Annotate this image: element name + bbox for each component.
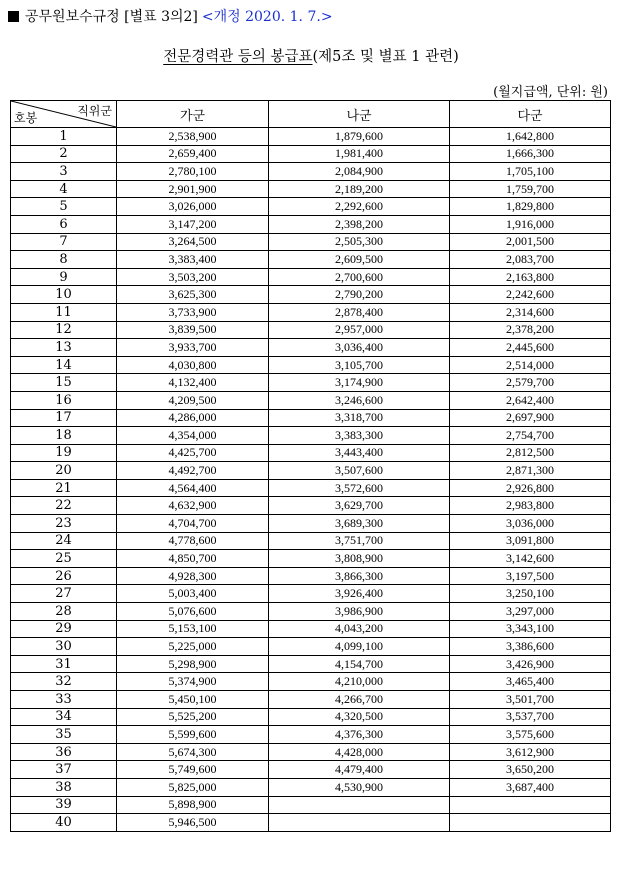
table-row — [11, 603, 611, 621]
table-row — [11, 444, 611, 462]
grade-na-cell: 3,036,400 — [269, 339, 450, 357]
hobong-cell: 4 — [11, 180, 117, 198]
grade-da-cell: 2,242,600 — [450, 286, 611, 304]
hobong-cell: 31 — [11, 655, 117, 673]
table-row — [11, 515, 611, 533]
hobong-cell: 18 — [11, 427, 117, 445]
hobong-cell: 38 — [11, 778, 117, 796]
hobong-cell: 12 — [11, 321, 117, 339]
grade-na-cell: 3,174,900 — [269, 374, 450, 392]
column-header: 가군 — [117, 101, 269, 128]
table-row — [11, 180, 611, 198]
hobong-cell: 10 — [11, 286, 117, 304]
unit-note: (월지급액, 단위: 원) — [493, 85, 608, 100]
grade-ga-cell: 4,286,000 — [117, 409, 269, 427]
grade-ga-cell: 5,674,300 — [117, 743, 269, 761]
hobong-cell: 6 — [11, 215, 117, 233]
hobong-cell: 40 — [11, 814, 117, 832]
grade-ga-cell: 4,850,700 — [117, 550, 269, 568]
table-row — [11, 620, 611, 638]
grade-ga-cell: 5,825,000 — [117, 778, 269, 796]
grade-da-cell — [450, 814, 611, 832]
hobong-cell: 36 — [11, 743, 117, 761]
table-row — [11, 796, 611, 814]
hobong-cell: 19 — [11, 444, 117, 462]
grade-da-cell: 2,314,600 — [450, 303, 611, 321]
hobong-cell: 23 — [11, 515, 117, 533]
grade-da-cell: 3,650,200 — [450, 761, 611, 779]
grade-ga-cell: 3,839,500 — [117, 321, 269, 339]
grade-na-cell: 2,398,200 — [269, 215, 450, 233]
hobong-cell: 2 — [11, 145, 117, 163]
grade-na-cell: 3,808,900 — [269, 550, 450, 568]
grade-da-cell: 3,197,500 — [450, 567, 611, 585]
grade-da-cell: 3,612,900 — [450, 743, 611, 761]
table-row — [11, 215, 611, 233]
table-row — [11, 462, 611, 480]
grade-na-cell: 3,572,600 — [269, 479, 450, 497]
grade-ga-cell: 4,704,700 — [117, 515, 269, 533]
grade-na-cell: 3,318,700 — [269, 409, 450, 427]
hobong-cell: 17 — [11, 409, 117, 427]
grade-da-cell: 3,250,100 — [450, 585, 611, 603]
grade-ga-cell: 2,780,100 — [117, 163, 269, 181]
grade-da-cell: 3,465,400 — [450, 673, 611, 691]
grade-na-cell: 4,530,900 — [269, 778, 450, 796]
grade-da-cell — [450, 796, 611, 814]
table-row — [11, 339, 611, 357]
grade-ga-cell: 5,599,600 — [117, 726, 269, 744]
grade-na-cell: 3,689,300 — [269, 515, 450, 533]
table-row — [11, 303, 611, 321]
hobong-cell: 30 — [11, 638, 117, 656]
grade-na-cell: 3,629,700 — [269, 497, 450, 515]
grade-na-cell: 4,320,500 — [269, 708, 450, 726]
table-row — [11, 128, 611, 146]
column-header: 나군 — [269, 101, 450, 128]
grade-na-cell: 2,609,500 — [269, 251, 450, 269]
grade-na-cell: 2,189,200 — [269, 180, 450, 198]
grade-ga-cell: 5,946,500 — [117, 814, 269, 832]
grade-na-cell: 3,443,400 — [269, 444, 450, 462]
hobong-cell: 25 — [11, 550, 117, 568]
hobong-cell: 28 — [11, 603, 117, 621]
hobong-cell: 14 — [11, 356, 117, 374]
grade-na-cell: 4,043,200 — [269, 620, 450, 638]
grade-da-cell: 1,916,000 — [450, 215, 611, 233]
table-row — [11, 233, 611, 251]
grade-na-cell — [269, 814, 450, 832]
grade-ga-cell: 3,264,500 — [117, 233, 269, 251]
grade-ga-cell: 5,749,600 — [117, 761, 269, 779]
grade-ga-cell: 4,425,700 — [117, 444, 269, 462]
grade-ga-cell: 5,298,900 — [117, 655, 269, 673]
grade-da-cell: 2,697,900 — [450, 409, 611, 427]
hobong-cell: 8 — [11, 251, 117, 269]
hobong-cell: 27 — [11, 585, 117, 603]
grade-na-cell: 3,986,900 — [269, 603, 450, 621]
grade-ga-cell: 4,030,800 — [117, 356, 269, 374]
grade-na-cell: 3,866,300 — [269, 567, 450, 585]
table-row — [11, 427, 611, 445]
table-row — [11, 532, 611, 550]
hobong-cell: 11 — [11, 303, 117, 321]
grade-ga-cell: 5,525,200 — [117, 708, 269, 726]
grade-ga-cell: 3,026,000 — [117, 198, 269, 216]
hobong-cell: 21 — [11, 479, 117, 497]
table-row — [11, 163, 611, 181]
grade-ga-cell: 4,132,400 — [117, 374, 269, 392]
grade-da-cell: 2,001,500 — [450, 233, 611, 251]
grade-ga-cell: 2,538,900 — [117, 128, 269, 146]
table-row — [11, 409, 611, 427]
grade-ga-cell: 3,625,300 — [117, 286, 269, 304]
grade-na-cell: 2,292,600 — [269, 198, 450, 216]
table-row — [11, 321, 611, 339]
grade-da-cell: 3,343,100 — [450, 620, 611, 638]
grade-ga-cell: 4,778,600 — [117, 532, 269, 550]
hobong-cell: 34 — [11, 708, 117, 726]
grade-ga-cell: 5,450,100 — [117, 691, 269, 709]
table-row — [11, 497, 611, 515]
table-body — [11, 128, 611, 832]
black-square-icon — [8, 11, 19, 22]
grade-da-cell: 2,642,400 — [450, 391, 611, 409]
grade-da-cell: 1,666,300 — [450, 145, 611, 163]
table-row — [11, 778, 611, 796]
grade-da-cell: 2,083,700 — [450, 251, 611, 269]
grade-na-cell: 3,507,600 — [269, 462, 450, 480]
grade-na-cell: 2,505,300 — [269, 233, 450, 251]
title-main: 전문경력관 등의 봉급표 — [163, 49, 313, 65]
table-row — [11, 655, 611, 673]
grade-na-cell: 1,879,600 — [269, 128, 450, 146]
revision-note: <개정 2020. 1. 7.> — [201, 9, 333, 25]
grade-na-cell: 3,383,300 — [269, 427, 450, 445]
grade-na-cell: 2,790,200 — [269, 286, 450, 304]
hobong-cell: 15 — [11, 374, 117, 392]
hobong-cell: 32 — [11, 673, 117, 691]
grade-na-cell: 4,266,700 — [269, 691, 450, 709]
table-row — [11, 251, 611, 269]
grade-ga-cell: 3,733,900 — [117, 303, 269, 321]
table-row — [11, 145, 611, 163]
table-row — [11, 356, 611, 374]
table-row — [11, 743, 611, 761]
grade-na-cell: 3,751,700 — [269, 532, 450, 550]
grade-na-cell: 1,981,400 — [269, 145, 450, 163]
regulation-title: 공무원보수규정 [별표 3의2] — [25, 9, 198, 25]
hobong-cell: 29 — [11, 620, 117, 638]
grade-da-cell: 1,829,800 — [450, 198, 611, 216]
hobong-cell: 35 — [11, 726, 117, 744]
table-row — [11, 268, 611, 286]
table-row — [11, 479, 611, 497]
grade-ga-cell: 2,901,900 — [117, 180, 269, 198]
page-title — [0, 45, 622, 66]
hobong-cell: 39 — [11, 796, 117, 814]
table-row — [11, 814, 611, 832]
hobong-cell: 33 — [11, 691, 117, 709]
grade-na-cell: 3,246,600 — [269, 391, 450, 409]
grade-na-cell: 4,099,100 — [269, 638, 450, 656]
grade-ga-cell: 3,383,400 — [117, 251, 269, 269]
grade-da-cell: 3,537,700 — [450, 708, 611, 726]
hobong-cell: 1 — [11, 128, 117, 146]
table-row — [11, 761, 611, 779]
hobong-cell: 22 — [11, 497, 117, 515]
grade-na-cell: 3,926,400 — [269, 585, 450, 603]
grade-da-cell: 3,386,600 — [450, 638, 611, 656]
table-row — [11, 286, 611, 304]
table-row — [11, 673, 611, 691]
hobong-cell: 20 — [11, 462, 117, 480]
grade-da-cell: 2,514,000 — [450, 356, 611, 374]
grade-ga-cell: 3,503,200 — [117, 268, 269, 286]
grade-na-cell — [269, 796, 450, 814]
grade-ga-cell: 4,354,000 — [117, 427, 269, 445]
grade-ga-cell: 2,659,400 — [117, 145, 269, 163]
grade-ga-cell: 3,933,700 — [117, 339, 269, 357]
grade-da-cell: 3,091,800 — [450, 532, 611, 550]
grade-da-cell: 2,445,600 — [450, 339, 611, 357]
grade-ga-cell: 4,564,400 — [117, 479, 269, 497]
grade-da-cell: 1,705,100 — [450, 163, 611, 181]
document-header — [8, 6, 333, 26]
hobong-cell: 3 — [11, 163, 117, 181]
table-row — [11, 198, 611, 216]
corner-top-label: 직위군 — [77, 104, 112, 118]
grade-ga-cell: 4,928,300 — [117, 567, 269, 585]
grade-da-cell: 3,426,900 — [450, 655, 611, 673]
table-row — [11, 391, 611, 409]
column-header: 다군 — [450, 101, 611, 128]
grade-da-cell: 2,163,800 — [450, 268, 611, 286]
grade-da-cell: 2,871,300 — [450, 462, 611, 480]
salary-table — [10, 100, 611, 832]
grade-da-cell: 2,926,800 — [450, 479, 611, 497]
grade-da-cell: 2,579,700 — [450, 374, 611, 392]
grade-ga-cell: 4,492,700 — [117, 462, 269, 480]
grade-da-cell: 3,142,600 — [450, 550, 611, 568]
corner-header-cell — [11, 101, 117, 128]
grade-na-cell: 2,700,600 — [269, 268, 450, 286]
grade-ga-cell: 4,632,900 — [117, 497, 269, 515]
corner-bottom-label: 호봉 — [14, 111, 38, 125]
grade-da-cell: 3,036,000 — [450, 515, 611, 533]
grade-na-cell: 2,878,400 — [269, 303, 450, 321]
hobong-cell: 7 — [11, 233, 117, 251]
hobong-cell: 16 — [11, 391, 117, 409]
grade-da-cell: 3,575,600 — [450, 726, 611, 744]
grade-na-cell: 4,428,000 — [269, 743, 450, 761]
table-row — [11, 550, 611, 568]
table-row — [11, 726, 611, 744]
grade-na-cell: 4,154,700 — [269, 655, 450, 673]
grade-ga-cell: 5,076,600 — [117, 603, 269, 621]
table-row — [11, 374, 611, 392]
grade-ga-cell: 5,153,100 — [117, 620, 269, 638]
grade-ga-cell: 5,003,400 — [117, 585, 269, 603]
hobong-cell: 37 — [11, 761, 117, 779]
grade-da-cell: 2,812,500 — [450, 444, 611, 462]
grade-na-cell: 3,105,700 — [269, 356, 450, 374]
grade-da-cell: 3,501,700 — [450, 691, 611, 709]
grade-da-cell: 3,687,400 — [450, 778, 611, 796]
hobong-cell: 9 — [11, 268, 117, 286]
grade-da-cell: 1,642,800 — [450, 128, 611, 146]
grade-na-cell: 2,957,000 — [269, 321, 450, 339]
grade-ga-cell: 3,147,200 — [117, 215, 269, 233]
grade-da-cell: 3,297,000 — [450, 603, 611, 621]
grade-ga-cell: 4,209,500 — [117, 391, 269, 409]
grade-na-cell: 4,479,400 — [269, 761, 450, 779]
hobong-cell: 24 — [11, 532, 117, 550]
hobong-cell: 5 — [11, 198, 117, 216]
table-header-row — [11, 101, 611, 128]
grade-da-cell: 2,983,800 — [450, 497, 611, 515]
table-row — [11, 691, 611, 709]
grade-ga-cell: 5,374,900 — [117, 673, 269, 691]
grade-da-cell: 2,378,200 — [450, 321, 611, 339]
grade-na-cell: 4,210,000 — [269, 673, 450, 691]
table-row — [11, 708, 611, 726]
table-row — [11, 585, 611, 603]
grade-na-cell: 4,376,300 — [269, 726, 450, 744]
grade-na-cell: 2,084,900 — [269, 163, 450, 181]
grade-da-cell: 2,754,700 — [450, 427, 611, 445]
grade-ga-cell: 5,898,900 — [117, 796, 269, 814]
grade-da-cell: 1,759,700 — [450, 180, 611, 198]
grade-ga-cell: 5,225,000 — [117, 638, 269, 656]
table-row — [11, 638, 611, 656]
hobong-cell: 26 — [11, 567, 117, 585]
title-sub: (제5조 및 별표 1 관련) — [312, 49, 459, 65]
table-row — [11, 567, 611, 585]
hobong-cell: 13 — [11, 339, 117, 357]
